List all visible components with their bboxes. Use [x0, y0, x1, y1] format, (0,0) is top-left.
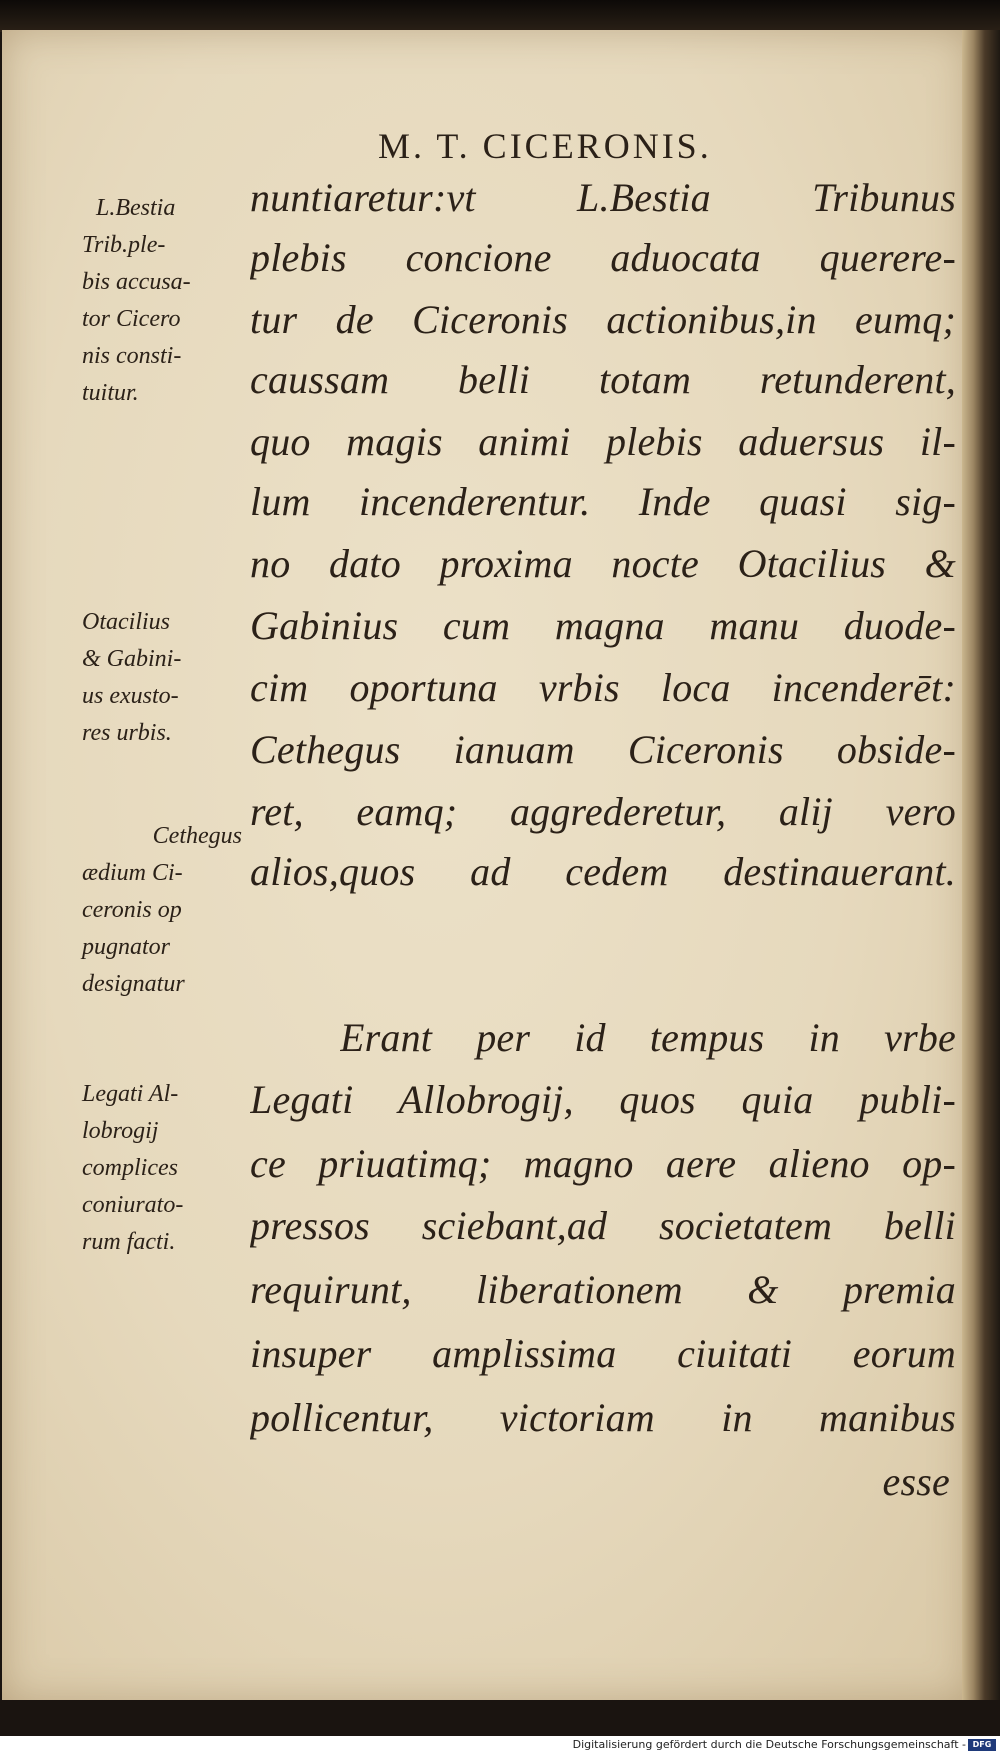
- margin-note-line: bis accusa-: [82, 269, 191, 295]
- body-line: alios,quos ad cedem destinauerant.: [250, 849, 956, 894]
- body-line: no dato proxima nocte Otacilius &: [250, 541, 956, 586]
- body-line: quo magis animi plebis aduersus il-: [250, 419, 956, 464]
- body-line: pollicentur, victoriam in manibus: [250, 1395, 956, 1440]
- body-line: Cethegus ianuam Ciceronis obside-: [250, 727, 956, 772]
- running-head: M. T. CICERONIS.: [378, 126, 712, 166]
- body-line: ret, eamq; aggrederetur, alij vero: [250, 789, 956, 834]
- body-line: ce priuatimq; magno aere alieno op-: [250, 1141, 956, 1186]
- margin-note-line: rum facti.: [82, 1229, 176, 1255]
- body-line: Gabinius cum magna manu duode-: [250, 603, 956, 648]
- margin-note-line: ædium Ci-: [82, 860, 183, 886]
- top-scan-edge: [0, 0, 1000, 32]
- bottom-scan-edge: [0, 1700, 1000, 1738]
- margin-note: [82, 604, 242, 752]
- margin-note-line: tor Cicero: [82, 306, 181, 332]
- margin-note-line: Trib.ple-: [82, 232, 166, 258]
- margin-note-line: designatur: [82, 971, 185, 997]
- margin-note: [82, 1076, 242, 1261]
- body-line: cim oportuna vrbis loca incenderēt:: [250, 665, 956, 710]
- footer-credit: Digitalisierung gefördert durch die Deutsche Forschungsgemeinschaft -: [572, 1738, 966, 1751]
- catchword: esse: [882, 1459, 950, 1504]
- margin-note-line: Legati Al-: [82, 1081, 179, 1107]
- margin-note-line: nis consti-: [82, 343, 182, 369]
- margin-note-line: tuitur.: [82, 380, 139, 406]
- margin-note-line: lobrogij: [82, 1118, 159, 1144]
- body-line: plebis concione aduocata querere-: [250, 235, 956, 280]
- margin-note-line: Otacilius: [82, 609, 170, 635]
- body-line: requirunt, liberationem & premia: [250, 1267, 956, 1312]
- margin-note-line: pugnator: [82, 934, 171, 960]
- margin-note-line: res urbis.: [82, 720, 172, 746]
- margin-note-line: complices: [82, 1155, 178, 1181]
- body-line: pressos sciebant,ad societatem belli: [250, 1203, 956, 1248]
- margin-note-line: ceronis op: [82, 897, 182, 923]
- body-line: caussam belli totam retunderent,: [250, 357, 956, 402]
- margin-note: [82, 190, 242, 412]
- body-line: Erant per id tempus in vrbe: [340, 1015, 956, 1060]
- margin-note-line: coniurato-: [82, 1192, 184, 1218]
- body-line: insuper amplissima ciuitati eorum: [250, 1331, 956, 1376]
- body-line: lum incenderentur. Inde quasi sig-: [250, 479, 956, 524]
- digitization-footer: [0, 1736, 1000, 1754]
- margin-note-line: Cethegus: [152, 823, 242, 849]
- dfg-logo: DFG: [968, 1739, 996, 1751]
- margin-note-line: L.Bestia: [96, 195, 176, 221]
- body-line: tur de Ciceronis actionibus,in eumq;: [250, 297, 956, 342]
- margin-note-line: & Gabini-: [82, 646, 182, 672]
- page-edge-shadow: [962, 30, 1000, 1702]
- body-line: Legati Allobrogij, quos quia publi-: [250, 1077, 956, 1122]
- body-line: nuntiaretur:vt L.Bestia Tribunus: [250, 175, 956, 220]
- margin-note: [82, 818, 242, 1003]
- margin-note-line: us exusto-: [82, 683, 179, 709]
